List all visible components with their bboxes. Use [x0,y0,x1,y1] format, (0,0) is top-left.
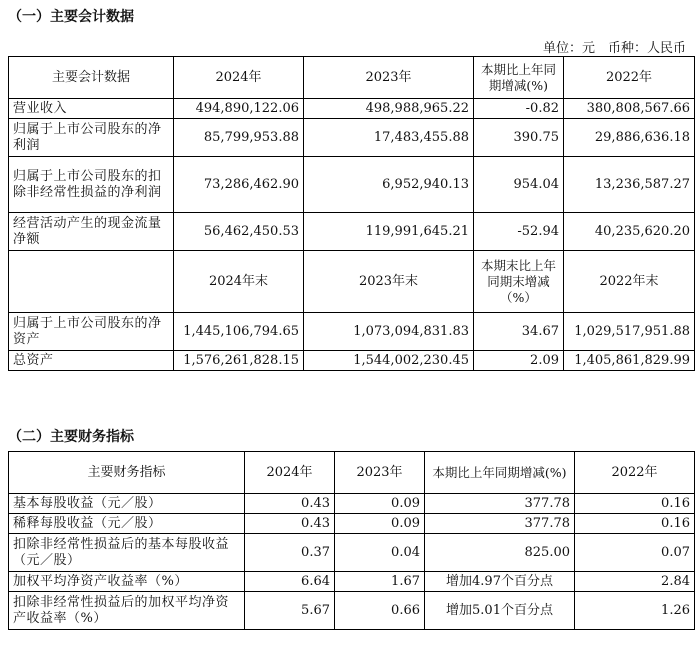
header-label: 主要会计数据 [9,57,174,99]
header-change: 本期比上年同期增减(%) [474,57,564,99]
row-label: 加权平均净资产收益率（%） [9,572,245,592]
section2-title: （二）主要财务指标 [8,429,134,445]
cell-2023: 0.66 [335,592,425,630]
cell-2023: 0.09 [335,514,425,534]
row-label: 基本每股收益（元／股） [9,494,245,514]
header-2024-end: 2024年末 [174,251,304,313]
table-row [9,534,695,572]
cell-change: 825.00 [425,534,575,572]
cell-2023: 1.67 [335,572,425,592]
table-row [9,592,695,630]
header-2023-end: 2023年末 [304,251,474,313]
cell-2022: 0.16 [575,514,695,534]
cell-2022: 0.07 [575,534,695,572]
cell-2023: 1,544,002,230.45 [304,351,474,371]
cell-change: 34.67 [474,313,564,351]
header-label: 主要财务指标 [9,452,245,494]
table-row [9,157,695,213]
cell-change: 2.09 [474,351,564,371]
cell-2022: 380,808,567.66 [564,99,695,119]
cell-2023: 0.04 [335,534,425,572]
row-label: 归属于上市公司股东的扣除非经常性损益的净利润 [9,157,174,213]
empty-cell [9,251,174,313]
cell-2023: 498,988,965.22 [304,99,474,119]
cell-2022: 40,235,620.20 [564,213,695,251]
cell-2022: 1,029,517,951.88 [564,313,695,351]
cell-2024: 0.43 [245,514,335,534]
row-label: 归属于上市公司股东的净利润 [9,119,174,157]
financial-indicators-table [8,451,695,630]
cell-change: 954.04 [474,157,564,213]
row-label: 稀释每股收益（元／股） [9,514,245,534]
cell-change: 377.78 [425,514,575,534]
cell-2022: 2.84 [575,572,695,592]
table-header-row [9,452,695,494]
table-subheader-row [9,251,695,313]
cell-2024: 1,445,106,794.65 [174,313,304,351]
cell-2024: 0.43 [245,494,335,514]
header-change: 本期比上年同期增减(%) [425,452,575,494]
header-2023: 2023年 [304,57,474,99]
cell-change: 增加5.01个百分点 [425,592,575,630]
cell-2023: 17,483,455.88 [304,119,474,157]
header-2024: 2024年 [245,452,335,494]
row-label: 归属于上市公司股东的净资产 [9,313,174,351]
cell-2024: 494,890,122.06 [174,99,304,119]
table-row [9,119,695,157]
cell-2024: 0.37 [245,534,335,572]
table-row [9,99,695,119]
cell-2022: 29,886,636.18 [564,119,695,157]
cell-change: 390.75 [474,119,564,157]
cell-2023: 119,991,645.21 [304,213,474,251]
header-2022: 2022年 [564,57,695,99]
row-label: 总资产 [9,351,174,371]
header-2022: 2022年 [575,452,695,494]
cell-change: 377.78 [425,494,575,514]
cell-2023: 0.09 [335,494,425,514]
cell-2024: 5.67 [245,592,335,630]
section1-title: （一）主要会计数据 [8,9,134,25]
header-change-end: 本期末比上年同期末增减（%） [474,251,564,313]
table-row [9,213,695,251]
table-row [9,572,695,592]
row-label: 扣除非经常性损益后的基本每股收益（元／股） [9,534,245,572]
cell-2022: 13,236,587.27 [564,157,695,213]
cell-2022: 1.26 [575,592,695,630]
cell-change: -0.82 [474,99,564,119]
row-label: 营业收入 [9,99,174,119]
cell-2023: 1,073,094,831.83 [304,313,474,351]
table-row [9,351,695,371]
table-header-row [9,57,695,99]
cell-2022: 1,405,861,829.99 [564,351,695,371]
row-label: 经营活动产生的现金流量净额 [9,213,174,251]
cell-2024: 56,462,450.53 [174,213,304,251]
cell-2023: 6,952,940.13 [304,157,474,213]
row-label: 扣除非经常性损益后的加权平均净资产收益率（%） [9,592,245,630]
header-2024: 2024年 [174,57,304,99]
cell-2024: 73,286,462.90 [174,157,304,213]
cell-2024: 85,799,953.88 [174,119,304,157]
cell-2022: 0.16 [575,494,695,514]
accounting-data-table [8,56,695,371]
table-row [9,494,695,514]
header-2023: 2023年 [335,452,425,494]
cell-change: 增加4.97个百分点 [425,572,575,592]
table-row [9,514,695,534]
table-row [9,313,695,351]
cell-2024: 1,576,261,828.15 [174,351,304,371]
unit-note: 单位：元 币种：人民币 [542,41,686,56]
header-2022-end: 2022年末 [564,251,695,313]
cell-2024: 6.64 [245,572,335,592]
cell-change: -52.94 [474,213,564,251]
